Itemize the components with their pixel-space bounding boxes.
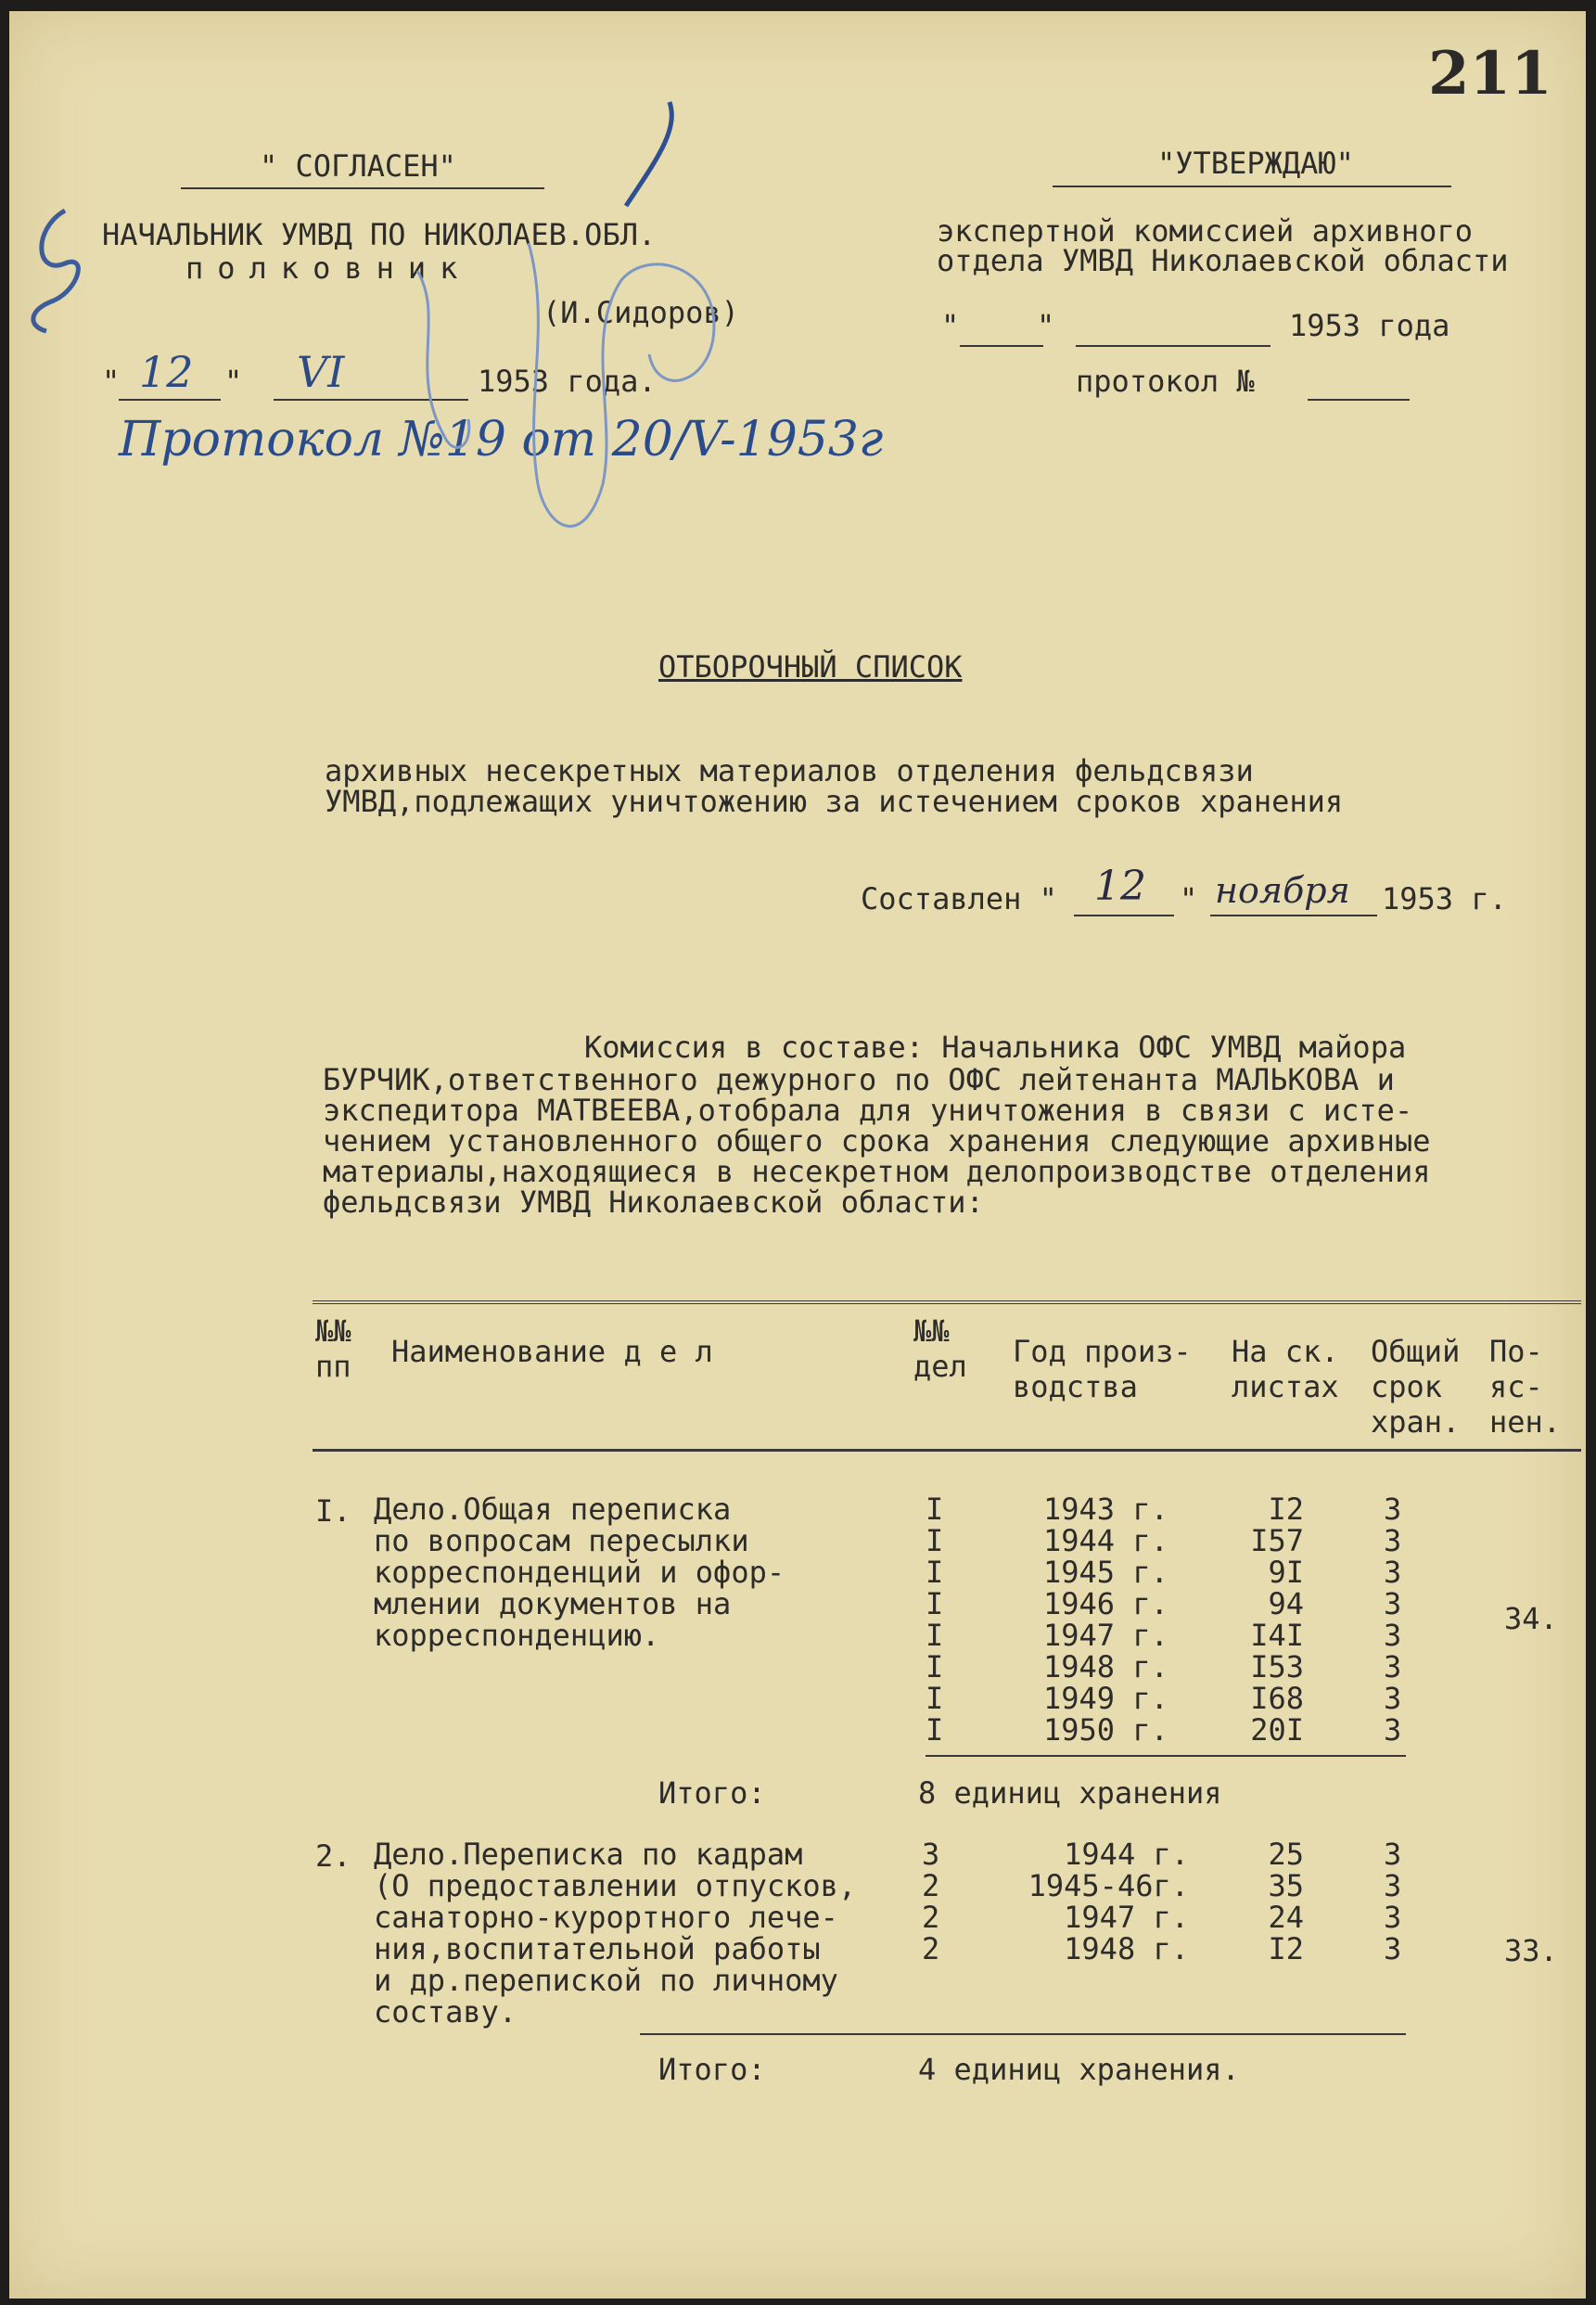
approval-year: 1953 года. [478,364,657,399]
paragraph-line-6: фельдсвязи УМВД Николаевской области: [323,1185,984,1220]
section-name-line: ния,воспитательной работы [374,1931,821,1966]
header-note [1489,1334,1561,1440]
sheets-column [1233,1838,1304,1965]
approval-title-right: "УТВЕРЖДАЮ" [1157,146,1354,181]
header-term-line: срок [1371,1369,1443,1404]
case-num: I [926,1492,944,1527]
approval-title-left: " СОГЛАСЕН" [260,148,456,184]
protocol-label: протокол № [1076,364,1255,399]
section-name-line: санаторно-курортного лече- [374,1900,838,1935]
term-value: 3 [1384,1649,1402,1684]
section-sum-rule [926,1755,1406,1757]
case-num: 2 [922,1900,940,1935]
compiled-year: 1953 г. [1382,881,1507,916]
header-note-line: По- [1489,1334,1543,1369]
section-total-label: Итого: [658,2052,766,2087]
sheets-value: I4I [1250,1618,1304,1653]
date-month-line [274,399,468,401]
term-value: 3 [1384,1868,1402,1903]
case-num: I [926,1681,944,1716]
chief-position: НАЧАЛЬНИК УМВД ПО НИКОЛАЕВ.ОБЛ. [102,217,657,252]
commission-line-2: отдела УМВД Николаевской области [937,243,1509,278]
header-sheets-line: На ск. [1232,1334,1339,1369]
paragraph-line-1: Комиссия в составе: Начальника ОФС УМВД майора [584,1030,1407,1065]
document-subtitle-2: УМВД,подлежащих уничтожению за истечением сроков хранения [325,784,1344,819]
sheets-value: I68 [1250,1681,1304,1716]
header-name: Наименование д е л [391,1334,713,1369]
section-name-line: (О предоставлении отпусков, [374,1868,857,1903]
protocol-number-line [1308,399,1410,401]
header-num-line: №№ [315,1313,351,1349]
header-term-line: Общий [1371,1334,1461,1369]
section-number: I. [315,1493,351,1529]
section-sum-rule [640,2033,1406,2035]
section-name-line: корреспонденцию. [374,1618,660,1653]
compiled-label: Составлен " [861,881,1057,916]
case-num: 2 [922,1868,940,1903]
sheets-value: I53 [1250,1649,1304,1684]
page-number: 211 [1428,39,1552,109]
approval-year-right: 1953 года [1289,308,1450,343]
year-column [1003,1838,1189,1965]
term-value: 3 [1384,1931,1402,1966]
year-value: 1944 г. [1064,1837,1189,1872]
date-quote-open: " [102,364,121,399]
term-value: 3 [1384,1586,1402,1621]
year-value: 1945-46г. [1028,1868,1189,1903]
section-name-line: млении документов на [374,1586,732,1621]
compiled-day-line [1074,915,1174,916]
year-value: 1948 г. [1064,1931,1189,1966]
paragraph-line-5: материалы,находящиеся в несекретном делопроизводстве отделения [323,1154,1431,1189]
paragraph-line-3: экспедитора МАТВЕЕВА,отобрала для уничтожения в связи с исте- [323,1093,1413,1128]
year-value: 1946 г. [1043,1586,1168,1621]
year-value: 1948 г. [1043,1649,1168,1684]
case-num: I [926,1555,944,1590]
year-value: 1944 г. [1043,1523,1168,1558]
section-number: 2. [315,1838,351,1874]
document-title: ОТБОРОЧНЫЙ СПИСОК [658,649,963,685]
sheets-value: I57 [1250,1523,1304,1558]
handwritten-day: 12 [139,347,194,397]
date-month-line-right [1076,345,1270,347]
section-total-value: 4 единиц хранения. [918,2052,1240,2087]
sheets-value: 9I [1268,1555,1304,1590]
section-note: 33. [1504,1933,1558,1968]
sheets-value: I2 [1268,1492,1304,1527]
year-value: 1945 г. [1043,1555,1168,1590]
year-value: 1947 г. [1064,1900,1189,1935]
term-value: 3 [1384,1492,1402,1527]
term-value: 3 [1384,1523,1402,1558]
header-case-num-line: №№ [913,1313,950,1349]
handwritten-month: VI [297,347,345,397]
paragraph-line-2: БУРЧИК,ответственного дежурного по ОФС лейтенанта МАЛЬКОВА и [323,1062,1395,1097]
case-num-column [926,1493,943,1746]
section-name-line: по вопросам пересылки [374,1523,749,1558]
compiled-month-line [1210,915,1377,916]
sheets-value: 24 [1268,1900,1304,1935]
term-value: 3 [1384,1900,1402,1935]
sheets-value: I2 [1268,1931,1304,1966]
term-value: 3 [1384,1681,1402,1716]
date-quote-close: " [224,364,243,399]
header-term [1371,1334,1460,1440]
term-value: 3 [1384,1712,1402,1748]
term-value: 3 [1384,1618,1402,1653]
case-num-column [922,1838,939,1965]
section-note: 34. [1504,1601,1558,1636]
year-value: 1949 г. [1043,1681,1168,1716]
case-num: I [926,1649,944,1684]
header-case-num [913,1313,967,1384]
case-num: 3 [922,1837,940,1872]
sheets-value: 20I [1250,1712,1304,1748]
date-day-line [119,399,221,401]
section-name-line: Дело.Переписка по кадрам [374,1837,803,1872]
underline [181,187,544,189]
header-year [1013,1334,1192,1404]
chief-rank: полковник [185,250,472,286]
header-num [315,1313,351,1384]
document-subtitle-1: архивных несекретных материалов отделения фельдсвязи [325,753,1254,788]
year-column [1043,1493,1168,1746]
table-header-rule [313,1449,1581,1452]
header-year-line: водства [1013,1369,1138,1404]
section-name [374,1838,856,2028]
compiled-quote-close: " [1180,881,1198,916]
case-num: I [926,1586,944,1621]
header-term-line: хран. [1371,1404,1461,1440]
section-total-label: Итого: [658,1775,766,1811]
sheets-value: 25 [1268,1837,1304,1872]
section-name-line: Дело.Общая переписка [374,1492,732,1527]
term-column [1384,1493,1401,1746]
section-name [374,1493,785,1651]
sheets-value: 94 [1268,1586,1304,1621]
section-total-value: 8 единиц хранения [918,1775,1222,1811]
header-note-line: нен. [1489,1404,1562,1440]
header-sheets-line: листах [1232,1369,1339,1404]
year-value: 1950 г. [1043,1712,1168,1748]
compiled-day-handwritten: 12 [1094,863,1146,910]
case-num: I [926,1523,944,1558]
underline [1053,186,1451,187]
case-num: 2 [922,1931,940,1966]
header-case-num-line: дел [913,1349,967,1384]
header-note-line: яс- [1489,1369,1543,1404]
case-num: I [926,1712,944,1748]
term-column [1384,1838,1401,1965]
commission-line-1: экспертной комиссией архивного [937,213,1473,249]
section-name-line: и др.перепиской по личному [374,1963,838,1998]
year-value: 1943 г. [1043,1492,1168,1527]
date-day-line-right [960,345,1043,347]
document-page [9,11,1586,2299]
term-value: 3 [1384,1837,1402,1872]
header-num-line: пп [315,1349,351,1384]
section-name-line: составу. [374,1994,517,2030]
header-sheets [1232,1334,1339,1404]
protocol-handwritten-note: Протокол №19 от 20/V-1953г [119,412,884,467]
sheets-value: 35 [1268,1868,1304,1903]
chief-name: (И.Сидоров) [543,295,739,330]
section-name-line: корреспонденций и офор- [374,1555,785,1590]
date-quote-close-right: " [1037,308,1055,343]
date-quote-open-right: " [941,308,960,343]
year-value: 1947 г. [1043,1618,1168,1653]
header-year-line: Год произ- [1013,1334,1192,1369]
table-top-rule [313,1300,1581,1304]
compiled-month-handwritten: ноября [1215,870,1350,911]
case-num: I [926,1618,944,1653]
paragraph-line-4: чением установленного общего срока хранения следующие архивные [323,1123,1431,1159]
sheets-column [1233,1493,1304,1746]
term-value: 3 [1384,1555,1402,1590]
